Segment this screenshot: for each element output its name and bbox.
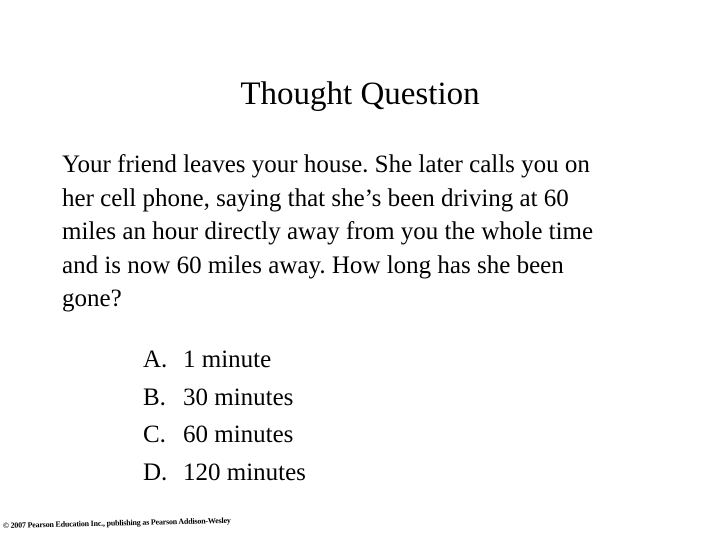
question-text: [62, 148, 593, 316]
question-line: her cell phone, saying that she’s been driving at 60: [62, 184, 569, 212]
option-letter: B.: [143, 383, 166, 411]
option-letter: C.: [143, 421, 166, 448]
option-c: [143, 416, 306, 454]
option-text: 120 minutes: [183, 458, 306, 486]
copyright-footer: © 2007 Pearson Education Inc., publishing as Pearson Addison-Wesley: [2, 515, 231, 530]
question-line: Your friend leaves your house. She later calls you on: [62, 151, 590, 178]
option-b: [143, 379, 306, 417]
option-letter: D.: [143, 458, 168, 486]
option-text: 30 minutes: [183, 383, 294, 411]
slide-title: Thought Question: [240, 76, 480, 112]
option-letter: A.: [143, 346, 168, 373]
option-text: 1 minute: [183, 346, 272, 373]
option-a: [143, 341, 306, 379]
question-line: miles an hour directly away from you the whole time: [62, 218, 594, 245]
question-line: gone?: [62, 285, 122, 312]
question-line: and is now 60 miles away. How long has she been: [62, 251, 564, 279]
option-d: [143, 454, 306, 492]
option-text: 60 minutes: [183, 421, 294, 448]
answer-options: [143, 341, 306, 491]
